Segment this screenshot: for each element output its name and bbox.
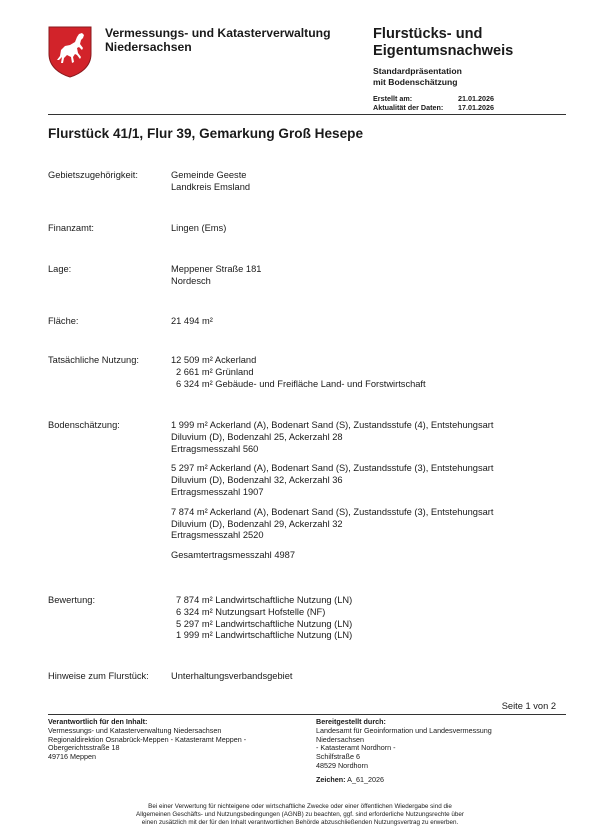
organization-name [105,26,331,54]
bewertung-line-3: 5 297 m² Landwirtschaftliche Nutzung (LN) [176,618,353,629]
subtitle-line-2: mit Bodenschätzung [373,77,458,87]
nutzung-label: Tatsächliche Nutzung: [48,355,139,365]
reference-row [316,776,492,785]
provider-line-4: Schilfstraße 6 [316,752,360,762]
finanzamt-label: Finanzamt: [48,223,94,233]
nutzung-value [171,355,426,390]
lage-value [171,264,261,288]
provider-line-3: - Katasteramt Nordhorn - [316,743,396,753]
provider-line-2: Niedersachsen [316,734,364,744]
document-title [373,26,513,59]
responsible-line-2: Regionaldirektion Osnabrück-Meppen - Katasteramt Meppen - [48,734,247,744]
bewertung-line-4: 1 999 m² Landwirtschaftliche Nutzung (LN) [176,630,353,641]
boden-entry-1-line-2: Diluvium (D), Bodenzahl 25, Ackerzahl 28 [171,431,343,442]
nutzung-line-1: 12 509 m² Ackerland [171,355,257,365]
flaeche-value: 21 494 m² [171,316,213,326]
org-line-2: Niedersachsen [105,40,192,54]
boden-label: Bodenschätzung: [48,420,120,430]
parcel-title: Flurstück 41/1, Flur 39, Gemarkung Groß Hesepe [48,126,364,141]
nutzung-line-3: 6 324 m² Gebäude- und Freifläche Land- und Forstwirtschaft [176,378,426,389]
responsible-line-3: Obergerichtsstraße 18 [48,743,120,753]
boden-entry-2-line-3: Ertragsmesszahl 1907 [171,486,264,497]
currency-label: Aktualität der Daten: [373,102,444,112]
bewertung-line-1: 7 874 m² Landwirtschaftliche Nutzung (LN) [176,595,353,605]
provider-heading: Bereitgestellt durch: [316,717,386,726]
footer-divider [48,714,566,715]
document-subtitle [373,66,462,88]
title-line-2: Eigentumsnachweis [373,42,514,59]
created-date: 21.01.2026 [458,94,494,103]
nutzung-line-2: 2 661 m² Grünland [176,366,254,377]
usage-notice-line-2: Allgemeinen Geschäfts- und Nutzungsbedingungen (AGNB) zu beachten, ggf. sind erforderliche Nutzungsrechte über [136,811,464,818]
provider-line-1: Landesamt für Geoinformation und Landesvermessung [316,725,492,735]
reference-label: Zeichen: [316,774,346,784]
created-label: Erstellt am: [373,94,413,103]
boden-entry-2-line-2: Diluvium (D), Bodenzahl 32, Ackerzahl 36 [171,475,343,486]
subtitle-line-1: Standardpräsentation [373,66,462,76]
boden-total: Gesamtertragsmesszahl 4987 [171,550,296,561]
page-indicator: Seite 1 von 2 [501,701,556,711]
gebiet-line-1: Gemeinde Geeste [171,170,247,180]
finanzamt-value: Lingen (Ems) [171,223,227,233]
currency-date: 17.01.2026 [458,102,494,112]
lage-label: Lage: [48,264,72,274]
gebiet-label: Gebietszugehörigkeit: [48,170,138,180]
footer-responsible [48,718,246,762]
responsible-line-1: Vermessungs- und Katasterverwaltung Niedersachsen [48,725,222,735]
boden-entry-1-line-3: Ertragsmesszahl 560 [171,443,259,454]
bewertung-line-2: 6 324 m² Nutzungsart Hofstelle (NF) [176,606,326,617]
usage-notice-line-1: Bei einer Verwertung für nichteigene oder wirtschaftliche Zwecke oder einer öffentlichen Wiedergabe sind die [148,803,452,810]
footer-provider [316,718,492,785]
provider-line-5: 48529 Nordhorn [316,760,368,770]
org-line-1: Vermessungs- und Katasterverwaltung [105,26,331,40]
niedersachsen-coat-of-arms-logo [48,26,92,78]
header-divider [48,114,566,115]
gebiet-value [171,170,250,194]
boden-entry-2-line-1: 5 297 m² Ackerland (A), Bodenart Sand (S), Zustandsstufe (3), Entstehungsart [171,463,494,474]
reference-value: A_61_2026 [347,774,384,784]
boden-entry-3-line-2: Diluvium (D), Bodenzahl 29, Ackerzahl 32 [171,518,343,529]
usage-notice [60,803,540,827]
boden-entry-3-line-1: 7 874 m² Ackerland (A), Bodenart Sand (S), Zustandsstufe (3), Entstehungsart [171,506,494,517]
document-meta [373,95,494,113]
responsible-line-4: 49716 Meppen [48,752,96,762]
gebiet-line-2: Landkreis Emsland [171,181,251,192]
flaeche-label: Fläche: [48,316,79,326]
boden-entry-1-line-1: 1 999 m² Ackerland (A), Bodenart Sand (S), Zustandsstufe (4), Entstehungsart [171,420,494,430]
hinweise-value: Unterhaltungsverbandsgebiet [171,671,293,681]
lage-line-1: Meppener Straße 181 [171,264,262,274]
bewertung-label: Bewertung: [48,595,96,605]
currency-row [373,104,494,113]
boden-value [171,420,493,562]
hinweise-label: Hinweise zum Flurstück: [48,671,149,681]
responsible-heading: Verantwortlich für den Inhalt: [48,717,148,726]
boden-entry-3-line-3: Ertragsmesszahl 2520 [171,530,264,541]
lage-line-2: Nordesch [171,275,211,286]
bewertung-value [171,595,352,642]
title-line-1: Flurstücks- und [373,26,483,42]
usage-notice-line-3: einen zusätzlich mit der für den Inhalt verantwortlichen Behörde abzuschließenden Nutzungsvertrag zu erwerben. [141,819,459,826]
